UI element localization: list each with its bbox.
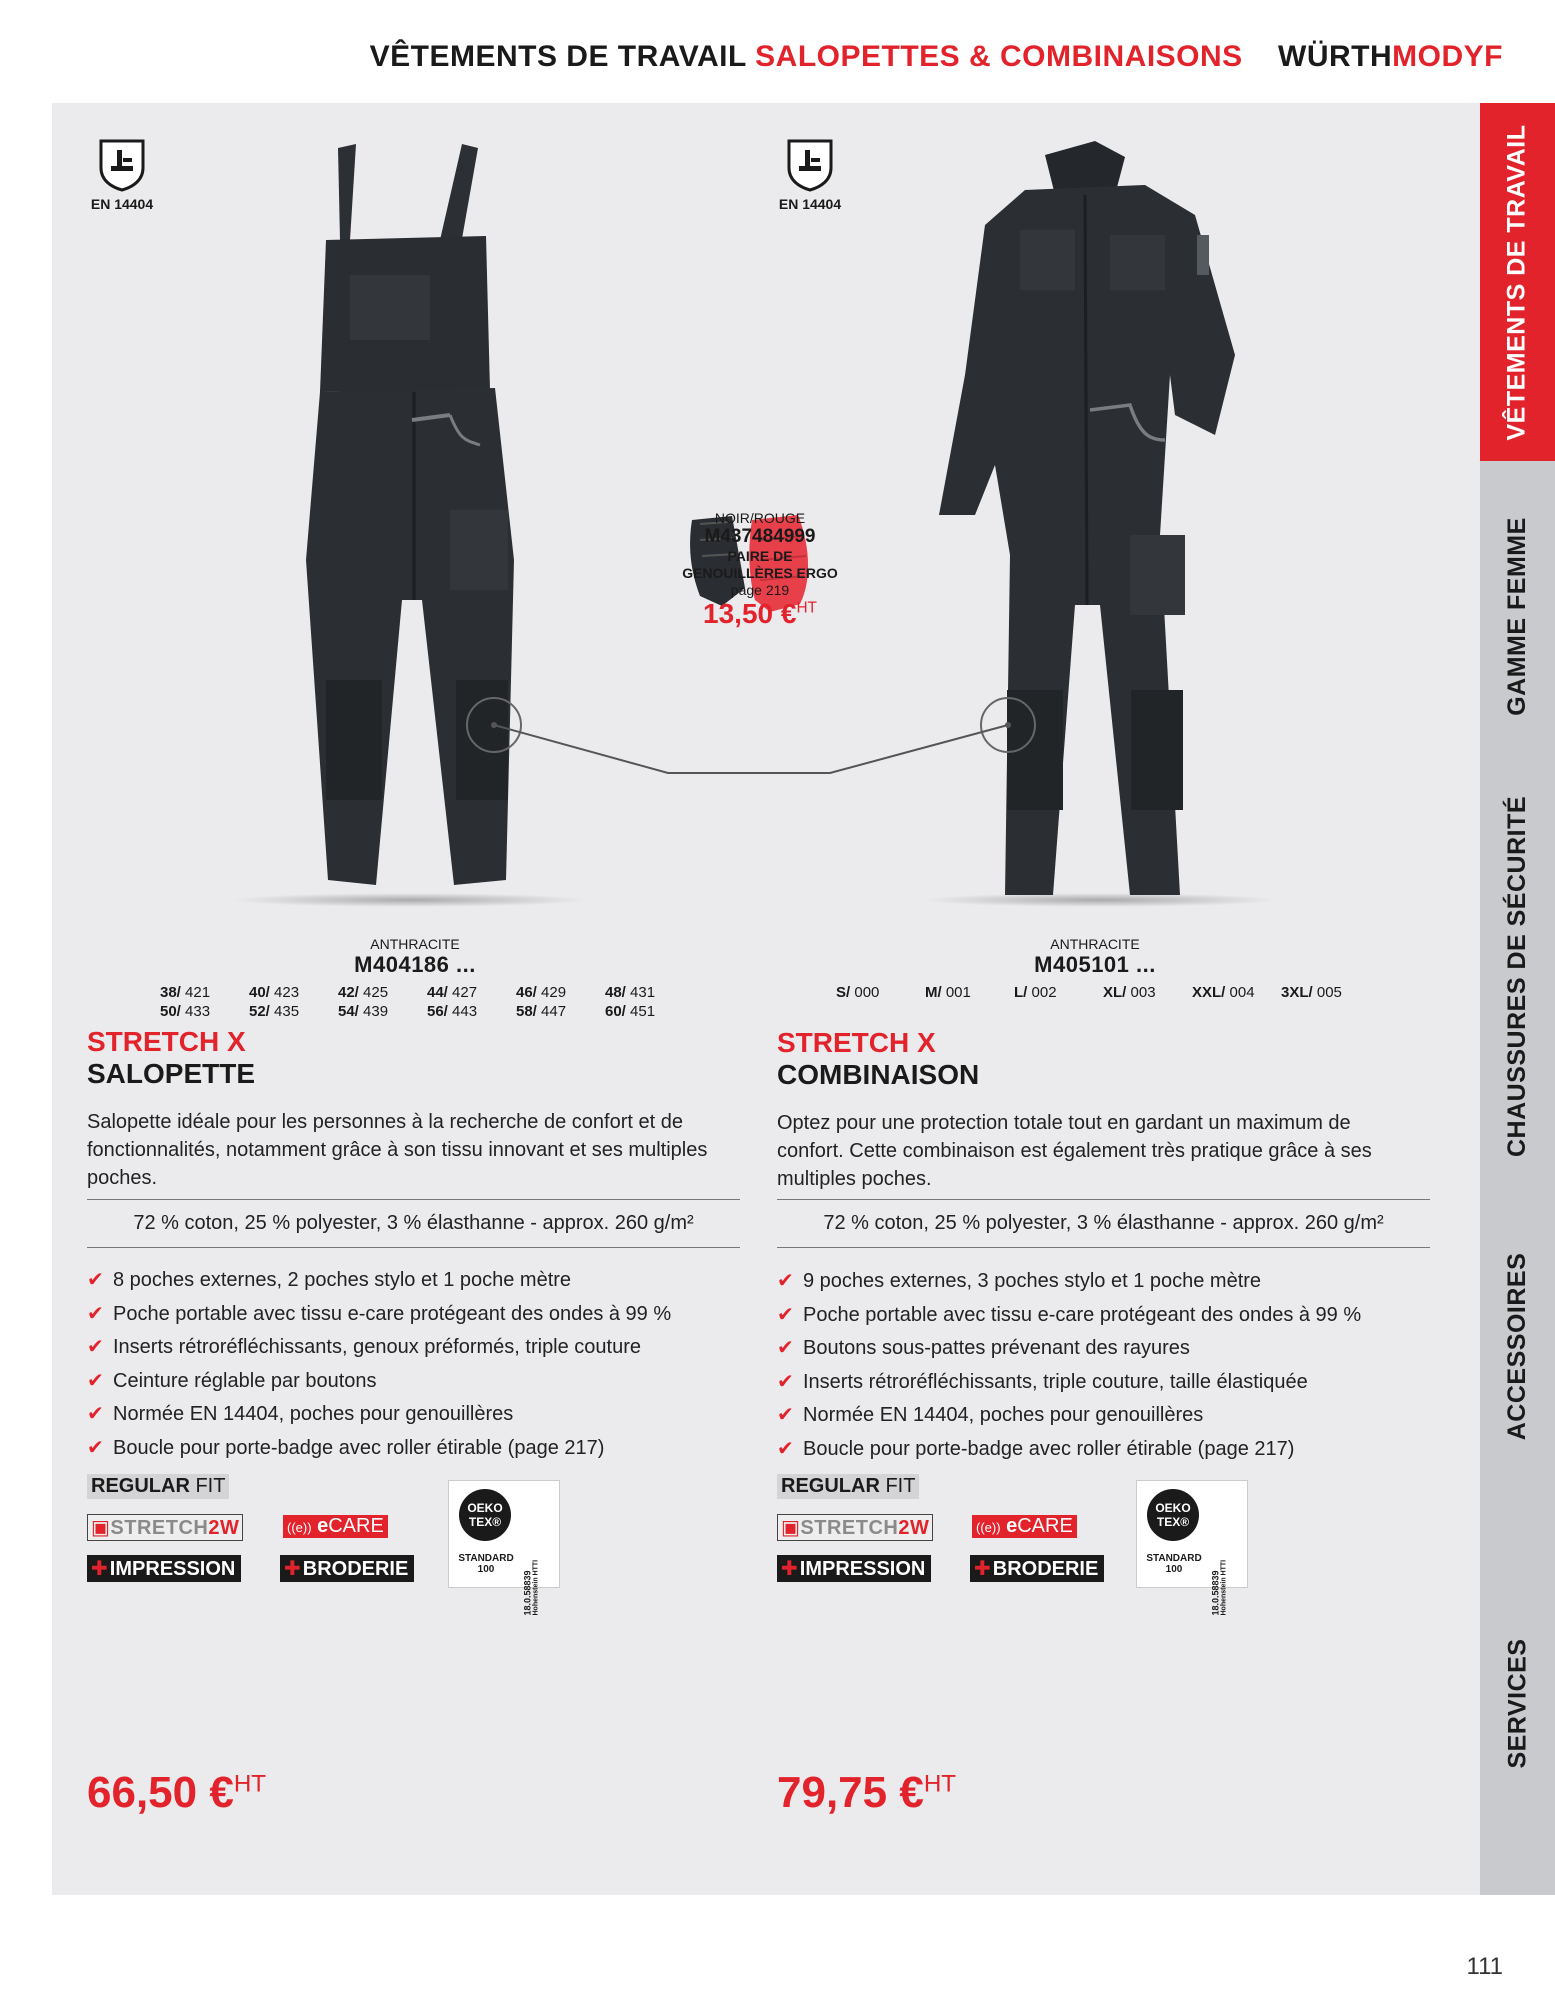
oeko-standard: STANDARD 100	[1146, 1553, 1202, 1575]
price-suffix: HT	[923, 1770, 957, 1798]
size-cell: 60/ 451	[605, 1003, 656, 1020]
combinaison-description: Optez pour une protection totale tout en gardant un maximum de confort. Cette combinaison est également très pratique grâce à ses multiples poches.	[777, 1112, 1372, 1190]
broderie-badge: ✚ BRODERIE	[280, 1555, 414, 1582]
kneepad-price-value: 13,50 €	[703, 598, 797, 629]
oeko-tex-logo: OEKO TEX®	[1147, 1489, 1199, 1541]
size-cell: 50/ 433	[160, 1003, 211, 1020]
list-item: ✔ Normée EN 14404, poches pour genouillères	[777, 1399, 1457, 1433]
size-cell: XL/ 003	[1103, 984, 1156, 1001]
size-cell: 48/ 431	[605, 984, 656, 1001]
salopette-description: Salopette idéale pour les personnes à la recherche de confort et de fonctionnalités, notamment grâce à son tissu innovant et ses multiples poches.	[87, 1111, 708, 1189]
combinaison-feature-list	[777, 1265, 1457, 1466]
size-cell: 38/ 421	[160, 984, 211, 1001]
sidebar-tab-label: VÊTEMENTS DE TRAVAIL	[1503, 123, 1531, 441]
check-icon: ✔	[777, 1270, 794, 1292]
product-color: ANTHRACITE	[370, 936, 460, 952]
sidebar-tab-gamme-femme[interactable]	[1480, 461, 1555, 771]
size-cell: 44/ 427	[427, 984, 478, 1001]
size-cell: 40/ 423	[249, 984, 300, 1001]
sidebar-tab-services[interactable]	[1480, 1511, 1555, 1895]
check-icon: ✔	[777, 1437, 794, 1460]
list-item: ✔ Poche portable avec tissu e-care protégeant des ondes à 99 %	[777, 1299, 1457, 1333]
impression-badge: ✚ IMPRESSION	[87, 1555, 241, 1582]
kneepad-info	[660, 510, 860, 630]
wave-icon: ((e))	[976, 1520, 1001, 1535]
plus-icon: ✚	[91, 1558, 108, 1580]
wave-icon: ((e))	[287, 1520, 312, 1535]
price-value: 66,50 €	[87, 1768, 234, 1817]
norm-label: EN 14404	[90, 196, 154, 212]
check-icon: ✔	[777, 1404, 794, 1426]
size-cell: 56/ 443	[427, 1003, 478, 1020]
plus-icon: ✚	[284, 1558, 301, 1580]
size-cell: L/ 002	[1014, 984, 1057, 1001]
size-cell: 3XL/ 005	[1281, 984, 1342, 1001]
product-ref: M404186 ...	[354, 952, 476, 977]
page-number: 111	[1466, 1953, 1503, 1980]
oeko-standard: STANDARD 100	[458, 1553, 514, 1575]
list-item: ✔ Inserts rétroréfléchissants, triple couture, taille élastiquée	[777, 1366, 1457, 1400]
list-item: ✔ Poche portable avec tissu e-care protégeant des ondes à 99 %	[87, 1298, 747, 1332]
regular-fit-badge: REGULAR FIT	[777, 1474, 919, 1499]
stretch-2w-badge: ▣STRETCH2W	[777, 1514, 933, 1541]
oeko-tex-logo: OEKO TEX®	[459, 1489, 511, 1541]
sidebar-tab-label: SERVICES	[1503, 1638, 1532, 1768]
oeko-tex-label: OEKO TEX® STANDARD 100 Hohenstein HTTI	[448, 1480, 560, 1588]
combinaison-title-line2: COMBINAISON	[777, 1059, 980, 1090]
brand-modyf: MODYF	[1392, 40, 1503, 73]
size-cell: M/ 001	[925, 984, 971, 1001]
combinaison-composition: 72 % coton, 25 % polyester, 3 % élasthanne - approx. 260 g/m²	[777, 1199, 1430, 1248]
stretch-2w-badge: ▣STRETCH2W	[87, 1514, 243, 1541]
kneepad-color: NOIR/ROUGE	[714, 510, 806, 526]
salopette-ref-block	[330, 936, 500, 978]
check-icon: ✔	[87, 1302, 104, 1325]
combinaison-price	[777, 1768, 956, 1818]
kneepad-name-1: PAIRE DE	[727, 548, 793, 564]
size-cell: 54/ 439	[338, 1003, 389, 1020]
combinaison-title-line1: STRETCH X	[777, 1027, 936, 1058]
list-item: ✔ 8 poches externes, 2 poches stylo et 1 poche mètre	[87, 1264, 747, 1298]
salopette-price	[87, 1768, 266, 1818]
kneepad-price	[660, 598, 860, 630]
list-item: ✔ 9 poches externes, 3 poches stylo et 1 poche mètre	[777, 1265, 1457, 1299]
check-icon: ✔	[87, 1369, 104, 1392]
plus-icon: ✚	[974, 1558, 991, 1580]
header-category: VÊTEMENTS DE TRAVAIL	[369, 40, 747, 73]
brand-wurth: WÜRTH	[1278, 40, 1393, 73]
ecare-badge: ((e)) eCARE	[283, 1515, 388, 1538]
sidebar-tab-accessoires[interactable]	[1480, 1181, 1555, 1511]
list-item: ✔ Boucle pour porte-badge avec roller étirable (page 217)	[777, 1433, 1457, 1467]
norm-label: EN 14404	[778, 196, 842, 212]
combinaison-ref-block	[1010, 936, 1180, 978]
list-item: ✔ Boutons sous-pattes prévenant des rayures	[777, 1332, 1457, 1366]
list-item: ✔ Normée EN 14404, poches pour genouillères	[87, 1398, 747, 1432]
size-cell: 42/ 425	[338, 984, 389, 1001]
oeko-tex-label: OEKO TEX® STANDARD 100 Hohenstein HTTI	[1136, 1480, 1248, 1588]
header-subcategory: SALOPETTES & COMBINAISONS	[755, 40, 1243, 73]
kneepad-name-2: GENOUILLÈRES ERGO	[682, 565, 838, 581]
check-icon: ✔	[777, 1370, 794, 1393]
kneepad-callout	[0, 0, 1480, 800]
regular-fit-badge: REGULAR FIT	[87, 1474, 229, 1499]
kneepad-ref: M437484999	[704, 526, 816, 547]
size-cell: 52/ 435	[249, 1003, 300, 1020]
salopette-size-table	[160, 984, 694, 1020]
check-icon: ✔	[87, 1403, 104, 1425]
ecare-badge: ((e)) eCARE	[972, 1515, 1077, 1538]
sidebar-tab-label: CHAUSSURES DE SÉCURITÉ	[1503, 795, 1531, 1157]
size-cell: S/ 000	[836, 984, 880, 1001]
size-cell: 58/ 447	[516, 1003, 567, 1020]
check-icon: ✔	[87, 1336, 104, 1358]
check-icon: ✔	[87, 1269, 104, 1291]
salopette-composition: 72 % coton, 25 % polyester, 3 % élasthanne - approx. 260 g/m²	[87, 1199, 740, 1248]
salopette-title-line2: SALOPETTE	[87, 1058, 256, 1089]
sidebar-tab-vetements-de-travail[interactable]	[1480, 103, 1555, 461]
product-ref: M405101 ...	[1034, 952, 1156, 977]
price-value: 79,75 €	[777, 1768, 924, 1817]
stretch-icon: ▣	[91, 1517, 111, 1539]
salopette-title-line1: STRETCH X	[87, 1026, 246, 1057]
stretch-icon: ▣	[781, 1517, 801, 1539]
plus-icon: ✚	[781, 1558, 798, 1580]
price-suffix: HT	[796, 599, 817, 617]
sidebar-tab-chaussures[interactable]	[1480, 771, 1555, 1181]
price-suffix: HT	[233, 1770, 267, 1798]
size-cell: XXL/ 004	[1192, 984, 1255, 1001]
list-item: ✔ Inserts rétroréfléchissants, genoux préformés, triple couture	[87, 1331, 747, 1365]
check-icon: ✔	[777, 1337, 794, 1359]
combinaison-size-table	[836, 984, 1370, 1001]
salopette-feature-list	[87, 1264, 747, 1465]
broderie-badge: ✚ BRODERIE	[970, 1555, 1104, 1582]
kneepad-page-link[interactable]: page 219	[730, 582, 790, 598]
impression-badge: ✚ IMPRESSION	[777, 1555, 931, 1582]
size-cell: 46/ 429	[516, 984, 567, 1001]
list-item: ✔ Boucle pour porte-badge avec roller étirable (page 217)	[87, 1432, 747, 1466]
list-item: ✔ Ceinture réglable par boutons	[87, 1365, 747, 1399]
sidebar-nav	[1480, 103, 1555, 1895]
sidebar-tab-label: GAMME FEMME	[1503, 516, 1532, 716]
check-icon: ✔	[777, 1303, 794, 1326]
check-icon: ✔	[87, 1436, 104, 1459]
sidebar-tab-label: ACCESSOIRES	[1503, 1252, 1532, 1440]
product-color: ANTHRACITE	[1050, 936, 1140, 952]
